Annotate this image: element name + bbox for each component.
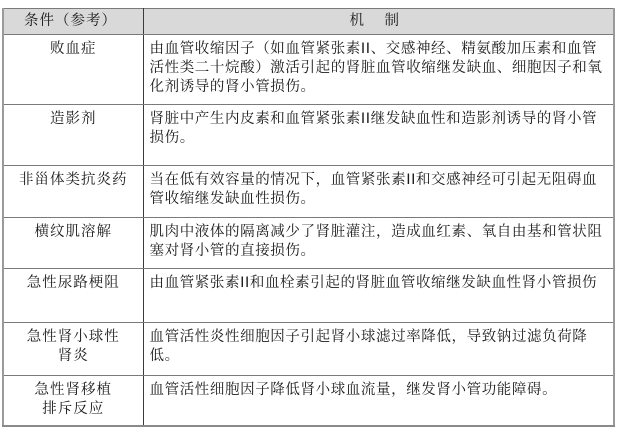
- condition-cell: [3, 376, 143, 426]
- mechanism-table: [2, 8, 615, 427]
- condition-text: 急性肾小球性肾炎: [26, 329, 120, 364]
- table-row: [3, 269, 614, 323]
- table-row: [3, 105, 614, 166]
- table-header-row: [3, 9, 614, 35]
- mechanism-cell: 当在低有效容量的情况下，血管紧张素II和交感神经可引起无阻碍血管收缩继发缺血性损伤。: [143, 166, 614, 218]
- table-row: [3, 376, 614, 426]
- condition-cell: 横纹肌溶解: [3, 218, 143, 269]
- condition-cell: 急性尿路梗阻: [3, 269, 143, 323]
- condition-cell: 造影剂: [3, 105, 143, 166]
- condition-cell: 败血症: [3, 35, 143, 105]
- mechanism-cell: 由血管紧张素II和血栓素引起的肾脏血管收缩继发缺血性肾小管损伤: [143, 269, 614, 323]
- condition-text: 急性肾移植排斥反应: [34, 382, 112, 417]
- mechanism-cell: 由血管收缩因子（如血管紧张素II、交感神经、精氨酸加压素和血管活性类二十烷酸）激活引起的肾脏血管收缩继发缺血、细胞因子和氧化剂诱导的肾小管损伤。: [143, 35, 614, 105]
- condition-cell: 非甾体类抗炎药: [3, 166, 143, 218]
- table-row: [3, 166, 614, 218]
- table-row: [3, 35, 614, 105]
- mechanism-cell: 血管活性细胞因子降低肾小球血流量，继发肾小管功能障碍。: [143, 376, 614, 426]
- table-row: [3, 323, 614, 376]
- table-row: [3, 218, 614, 269]
- mechanism-cell: 血管活性炎性细胞因子引起肾小球滤过率降低，导致钠过滤负荷降低。: [143, 323, 614, 376]
- condition-cell: [3, 323, 143, 376]
- mechanism-cell: 肾脏中产生内皮素和血管紧张素II继发缺血性和造影剂诱导的肾小管损伤。: [143, 105, 614, 166]
- mechanism-cell: 肌肉中液体的隔离减少了肾脏灌注，造成血红素、氧自由基和管状阻塞对肾小管的直接损伤。: [143, 218, 614, 269]
- header-condition: 条件（参考）: [3, 9, 143, 35]
- header-mechanism: 机 制: [143, 9, 614, 35]
